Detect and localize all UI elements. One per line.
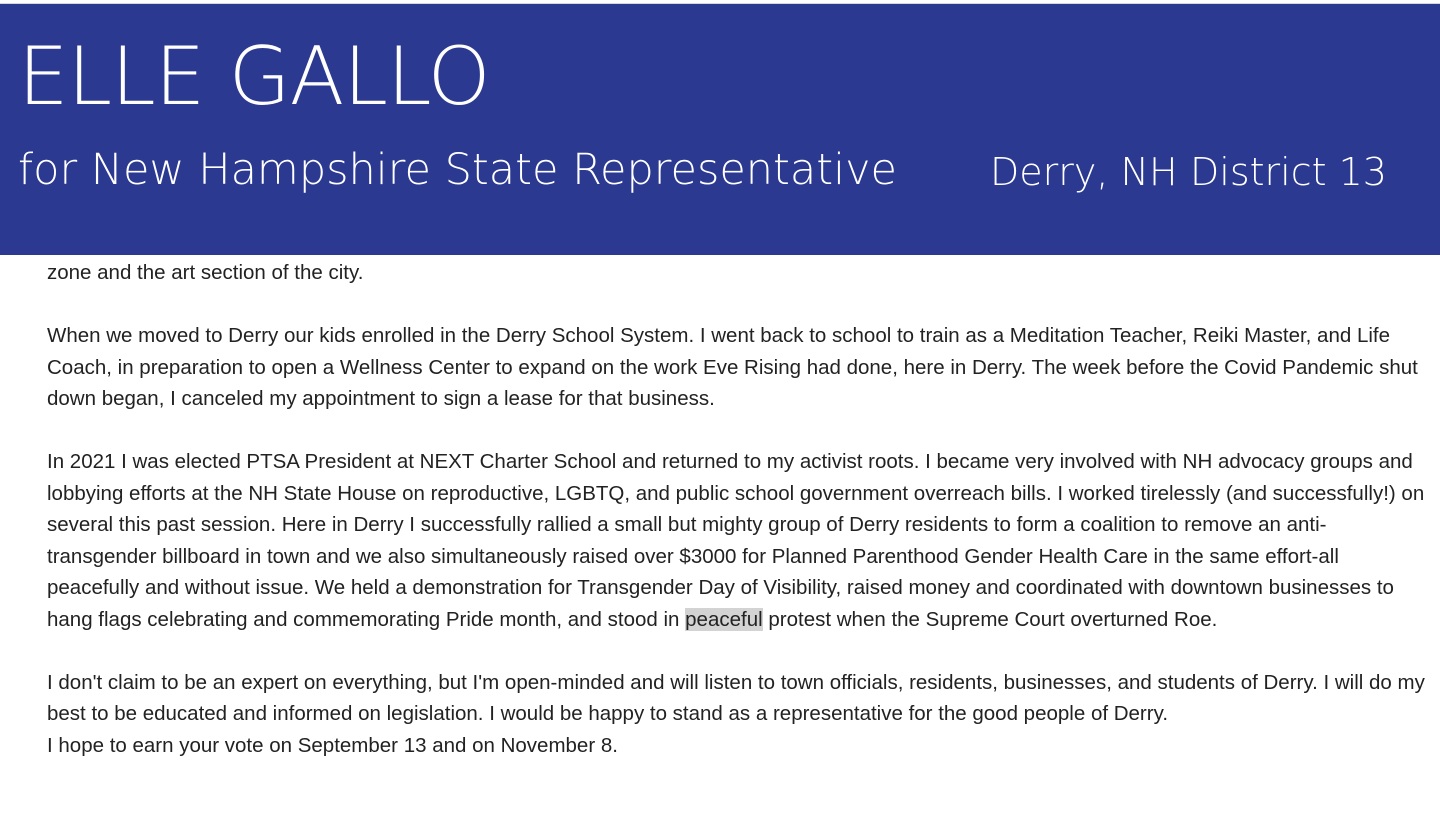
paragraph-activism bbox=[47, 446, 1432, 635]
paragraph-art-section: zone and the art section of the city. bbox=[47, 261, 364, 284]
site-header-banner bbox=[0, 4, 1440, 255]
paragraph-gap bbox=[47, 415, 1432, 447]
site-subtitle: for New Hampshire State Representative bbox=[18, 145, 897, 195]
district-label: District 13 bbox=[1190, 150, 1387, 194]
location-label: Derry, NH bbox=[990, 150, 1178, 194]
paragraph-gap bbox=[47, 635, 1432, 667]
paragraph-representation: I don't claim to be an expert on everything, but I'm open-minded and will listen to town officials, residents, businesses, and students of Derry. I will do my best to be educated and informed on legislation. I would be happy to stand as a representative for the good people of Derry. bbox=[47, 670, 1425, 725]
paragraph-derry-move: When we moved to Derry our kids enrolled in the Derry School System. I went back to school to train as a Meditation Teacher, Reiki Master, and Life Coach, in preparation to open a Wellness Center to expand on the work Eve Rising had done, here in Derry. The week before the Covid Pandemic shut down began, I canceled my appointment to sign a lease for that business. bbox=[47, 324, 1418, 410]
activism-text-before: In 2021 I was elected PTSA President at NEXT Charter School and returned to my activist roots. I became very involved with NH advocacy groups and lobbying efforts at the NH State House on reproductive, LGBTQ, and public school government overreach bills. I worked tirelessly (and successfully!) on several this past session. Here in Derry I successfully rallied a small but mighty group of Derry residents to form a coalition to remove an anti-transgender billboard in town and we also simultaneously raised over $3000 for Planned Parenthood Gender Health Care in the same effort-all peacefully and without issue. We held a demonstration for Transgender Day of Visibility, raised money and coordinated with downtown businesses to hang flags celebrating and commemorating Pride month, and stood in bbox=[47, 450, 1425, 631]
activism-text-after: protest when the Supreme Court overturned Roe. bbox=[762, 607, 1218, 631]
paragraph-vote-dates: I hope to earn your vote on September 13 and on November 8. bbox=[47, 733, 618, 757]
site-title[interactable]: ELLE GALLO bbox=[18, 30, 490, 123]
highlighted-word: peaceful bbox=[685, 607, 763, 631]
article-body bbox=[47, 257, 1432, 761]
paragraph-gap bbox=[47, 289, 1432, 321]
